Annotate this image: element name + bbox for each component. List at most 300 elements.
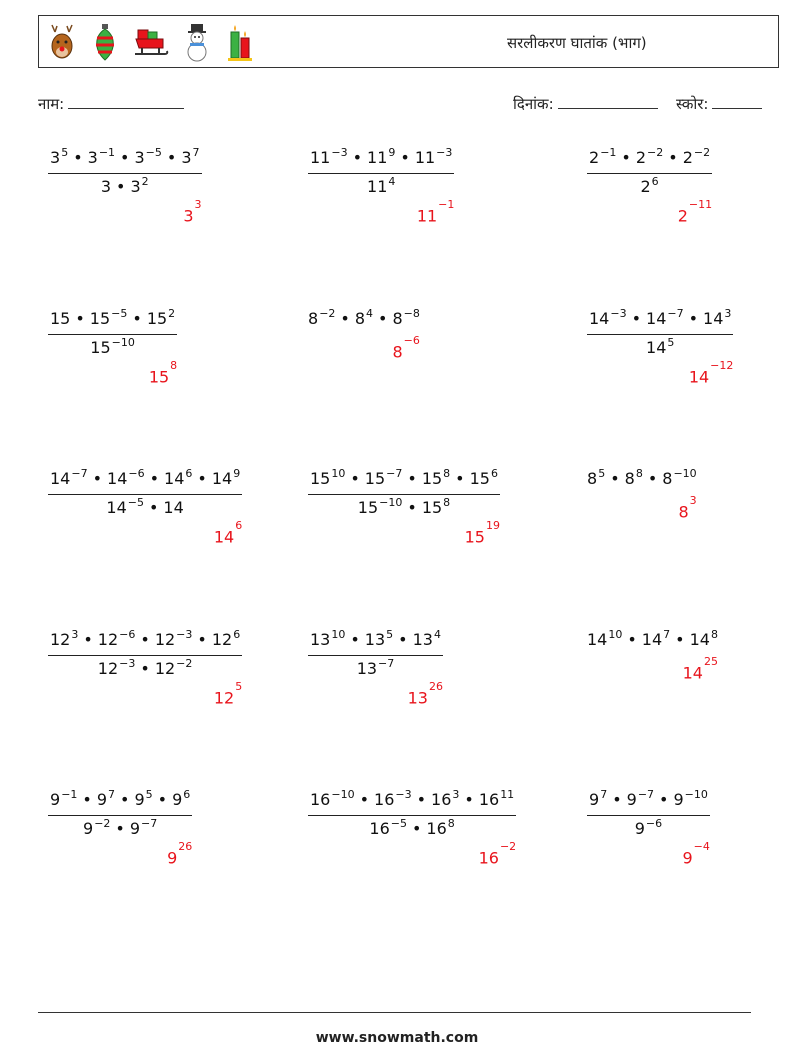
power-term	[589, 790, 607, 809]
term-exponent: −5	[127, 496, 144, 509]
problem-6	[587, 308, 733, 361]
term-exponent: 10	[608, 628, 623, 641]
power-term	[367, 148, 395, 167]
power-term	[625, 469, 643, 488]
answer-exponent: 3	[194, 198, 202, 211]
multiply-dot: •	[75, 309, 85, 328]
term-exponent: 10	[331, 467, 346, 480]
sleigh-icon	[133, 22, 169, 62]
power-term	[587, 469, 605, 488]
power-term	[83, 819, 110, 838]
power-term	[310, 469, 345, 488]
power-term	[98, 659, 136, 678]
term-base: 16	[426, 819, 447, 838]
fraction	[48, 468, 242, 521]
answer-exponent: 3	[689, 494, 697, 507]
answer-exponent: −4	[693, 840, 710, 853]
multiply-dot: •	[197, 469, 207, 488]
power-term	[155, 630, 193, 649]
score-field[interactable]	[676, 94, 762, 114]
multiply-dot: •	[132, 309, 142, 328]
power-term	[107, 469, 145, 488]
answer-exponent: −6	[403, 334, 420, 347]
term-base: 15	[90, 338, 111, 357]
fraction	[48, 789, 192, 842]
term-base: 8	[354, 309, 366, 328]
answer-4	[148, 359, 178, 387]
numerator	[48, 468, 242, 495]
term-exponent: −7	[141, 817, 158, 830]
power-term	[646, 309, 684, 328]
term-base: 14	[50, 469, 71, 488]
term-exponent: −2	[94, 817, 111, 830]
name-label: नाम:	[38, 95, 65, 113]
multiply-dot: •	[140, 630, 150, 649]
term-exponent: −10	[331, 788, 355, 801]
multiply-dot: •	[350, 469, 360, 488]
worksheet-title: सरलीकरण घातांक (भाग)	[507, 34, 647, 52]
denominator	[587, 174, 712, 200]
answer-exponent: −1	[438, 198, 455, 211]
term-base: 9	[134, 790, 145, 809]
power-term	[50, 148, 68, 167]
power-term	[134, 790, 152, 809]
answer-exponent: 8	[170, 359, 178, 372]
multiply-dot: •	[455, 469, 465, 488]
answer-11	[407, 680, 443, 708]
power-term	[106, 498, 144, 517]
term-base: 11	[414, 148, 436, 167]
term-exponent: 6	[490, 467, 498, 480]
multiply-dot: •	[610, 469, 620, 488]
problem-15	[587, 789, 710, 842]
term-exponent: 8	[635, 467, 643, 480]
term-base: 12	[97, 630, 119, 649]
power-term	[164, 469, 192, 488]
term-base: 14	[646, 338, 667, 357]
term-exponent: −7	[667, 307, 684, 320]
term-base: 13	[356, 659, 378, 678]
term-exponent: 7	[192, 146, 200, 159]
power-term	[422, 498, 450, 517]
power-term	[690, 630, 718, 649]
numerator	[48, 789, 192, 816]
term-exponent: 5	[386, 628, 394, 641]
multiply-dot: •	[398, 630, 408, 649]
answer-exponent: 19	[485, 519, 500, 532]
term-exponent: −7	[637, 788, 655, 801]
term-exponent: 8	[710, 628, 718, 641]
power-term	[98, 630, 136, 649]
power-term	[662, 469, 696, 488]
answer-1	[183, 198, 202, 226]
multiply-dot: •	[340, 309, 350, 328]
term-base: 3	[134, 148, 145, 167]
term-exponent: 3	[71, 628, 79, 641]
multiply-dot: •	[115, 819, 125, 838]
term-base: 14	[107, 469, 128, 488]
fraction	[48, 147, 202, 200]
term-exponent: −3	[436, 146, 453, 159]
answer-base: 3	[183, 206, 194, 226]
multiply-dot: •	[612, 790, 622, 809]
power-term	[367, 177, 395, 196]
term-exponent: 2	[168, 307, 176, 320]
power-term	[357, 659, 395, 678]
answer-exponent: 5	[235, 680, 243, 693]
answer-base: 15	[148, 367, 170, 387]
term-exponent: −8	[403, 307, 420, 320]
answer-base: 14	[688, 367, 710, 387]
term-exponent: −3	[395, 788, 412, 801]
problem-9	[587, 468, 697, 492]
date-label: दिनांक:	[513, 95, 554, 113]
problem-1	[48, 147, 202, 200]
power-term	[50, 790, 77, 809]
denominator	[308, 495, 500, 521]
answer-exponent: 26	[428, 680, 443, 693]
multiply-dot: •	[647, 469, 658, 488]
answer-exponent: 6	[235, 519, 243, 532]
term-exponent: 6	[183, 788, 191, 801]
term-base: 11	[367, 148, 388, 167]
problem-4	[48, 308, 177, 361]
term-base: 9	[129, 819, 141, 838]
answer-base: 11	[416, 206, 438, 226]
term-base: 14	[106, 498, 127, 517]
term-exponent: 9	[233, 467, 241, 480]
numerator	[587, 147, 712, 174]
fraction	[308, 789, 516, 842]
answer-9	[678, 494, 697, 522]
term-exponent: −10	[111, 336, 135, 349]
power-term	[97, 790, 115, 809]
multiply-dot: •	[120, 148, 130, 167]
answer-exponent: 26	[178, 840, 193, 853]
term-exponent: 7	[663, 628, 671, 641]
power-term	[310, 630, 345, 649]
term-exponent: 6	[651, 175, 659, 188]
term-base: 8	[587, 469, 598, 488]
power-term	[426, 819, 454, 838]
multiply-dot: •	[120, 790, 130, 809]
denominator	[308, 656, 443, 682]
fraction	[587, 789, 710, 842]
answer-exponent: −11	[688, 198, 713, 211]
fraction	[48, 308, 177, 361]
power-term	[163, 498, 183, 517]
term-base: 2	[589, 148, 600, 167]
answer-base: 8	[392, 342, 403, 362]
problem-7	[48, 468, 242, 521]
name-blank[interactable]	[68, 95, 184, 109]
term-base: 2	[682, 148, 693, 167]
power-term	[470, 469, 498, 488]
multiply-dot: •	[464, 790, 474, 809]
power-term	[422, 469, 450, 488]
term-base: 14	[689, 630, 710, 649]
numerator	[308, 468, 500, 495]
denominator	[48, 174, 202, 200]
term-exponent: −1	[600, 146, 617, 159]
term-exponent: 11	[500, 788, 515, 801]
multiply-dot: •	[407, 498, 417, 517]
fraction	[308, 629, 443, 682]
power-term	[355, 309, 373, 328]
term-exponent: −3	[331, 146, 348, 159]
candles-icon	[225, 22, 255, 62]
term-base: 15	[50, 309, 71, 328]
date-field[interactable]	[513, 94, 658, 114]
answer-exponent: −2	[499, 840, 517, 853]
power-term	[181, 148, 199, 167]
problem-3	[587, 147, 712, 200]
power-term	[589, 148, 616, 167]
term-exponent: 5	[61, 146, 69, 159]
power-term	[50, 630, 78, 649]
term-exponent: −7	[386, 467, 403, 480]
name-field[interactable]	[38, 94, 184, 114]
term-base: 8	[624, 469, 635, 488]
power-term	[172, 790, 190, 809]
problem-14	[308, 789, 516, 842]
denominator	[308, 174, 454, 200]
term-base: 12	[50, 630, 71, 649]
power-term	[673, 790, 707, 809]
term-base: 11	[310, 148, 331, 167]
term-base: 15	[421, 498, 443, 517]
term-base: 11	[367, 177, 388, 196]
term-base: 14	[163, 498, 184, 517]
term-exponent: 6	[185, 467, 193, 480]
multiply-dot: •	[621, 148, 631, 167]
term-exponent: −10	[673, 467, 697, 480]
numerator	[308, 789, 516, 816]
term-base: 15	[364, 469, 386, 488]
term-base: 15	[89, 309, 111, 328]
power-term	[413, 630, 441, 649]
answer-12	[682, 655, 718, 683]
term-base: 9	[83, 819, 94, 838]
score-label: स्कोर:	[676, 95, 709, 113]
answer-base: 14	[213, 527, 235, 547]
power-term	[130, 177, 148, 196]
term-base: 14	[211, 469, 233, 488]
multiply-dot: •	[407, 469, 417, 488]
expression	[308, 308, 420, 332]
denominator	[308, 816, 516, 842]
numerator	[587, 308, 733, 335]
multiply-dot: •	[400, 148, 410, 167]
footer-url: www.snowmath.com	[315, 1030, 479, 1046]
term-base: 14	[587, 630, 608, 649]
answer-13	[167, 840, 193, 868]
term-exponent: −3	[119, 657, 136, 670]
term-base: 3	[87, 148, 98, 167]
numerator	[587, 789, 710, 816]
power-term	[155, 659, 193, 678]
problem-13	[48, 789, 192, 842]
multiply-dot: •	[631, 309, 642, 328]
power-term	[358, 498, 403, 517]
term-base: 2	[635, 148, 647, 167]
term-exponent: 4	[388, 175, 396, 188]
term-exponent: 4	[433, 628, 441, 641]
term-base: 12	[97, 659, 119, 678]
term-base: 8	[392, 309, 403, 328]
term-base: 15	[310, 469, 331, 488]
multiply-dot: •	[675, 630, 685, 649]
power-term	[369, 819, 407, 838]
answer-8	[464, 519, 500, 547]
answer-10	[213, 680, 243, 708]
term-exponent: 7	[600, 788, 608, 801]
term-base: 14	[589, 309, 610, 328]
term-exponent: 8	[443, 467, 451, 480]
denominator	[587, 816, 710, 842]
term-exponent: −3	[176, 628, 193, 641]
power-term	[310, 148, 348, 167]
power-term	[587, 630, 622, 649]
term-base: 9	[96, 790, 108, 809]
answer-base: 16	[478, 848, 499, 868]
term-exponent: 10	[331, 628, 346, 641]
term-base: 9	[50, 790, 61, 809]
power-term	[101, 177, 111, 196]
term-base: 13	[364, 630, 386, 649]
term-exponent: −2	[176, 657, 193, 670]
reindeer-icon	[47, 22, 77, 62]
term-exponent: −5	[145, 146, 162, 159]
power-term	[90, 338, 135, 357]
power-term	[636, 148, 663, 167]
term-exponent: −2	[647, 146, 664, 159]
problem-11	[308, 629, 443, 682]
term-exponent: 6	[233, 628, 241, 641]
expression	[587, 629, 718, 653]
answer-base: 9	[682, 848, 693, 868]
term-exponent: −2	[693, 146, 711, 159]
multiply-dot: •	[92, 469, 103, 488]
term-base: 9	[172, 790, 183, 809]
answer-6	[688, 359, 734, 387]
term-base: 3	[50, 148, 61, 167]
power-term	[479, 790, 514, 809]
term-exponent: 8	[447, 817, 455, 830]
denominator	[48, 656, 242, 682]
term-exponent: 5	[667, 336, 675, 349]
multiply-dot: •	[659, 790, 669, 809]
worksheet-header	[38, 15, 779, 68]
power-term	[88, 148, 115, 167]
power-term	[212, 469, 240, 488]
power-term	[415, 148, 453, 167]
power-term	[431, 790, 459, 809]
answer-3	[677, 198, 713, 226]
numerator	[308, 147, 454, 174]
term-exponent: 8	[443, 496, 451, 509]
term-exponent: 5	[145, 788, 153, 801]
power-term	[640, 177, 658, 196]
power-term	[310, 790, 355, 809]
term-exponent: −6	[119, 628, 136, 641]
term-exponent: −2	[319, 307, 336, 320]
problem-5	[308, 308, 420, 332]
term-base: 15	[357, 498, 379, 517]
expression	[587, 468, 697, 492]
term-base: 3	[130, 177, 141, 196]
power-term	[90, 309, 128, 328]
term-base: 14	[164, 469, 185, 488]
term-base: 16	[478, 790, 500, 809]
term-base: 15	[146, 309, 168, 328]
term-exponent: −7	[71, 467, 88, 480]
multiply-dot: •	[359, 790, 370, 809]
multiply-dot: •	[350, 630, 360, 649]
date-blank[interactable]	[558, 95, 658, 109]
term-base: 13	[412, 630, 433, 649]
term-exponent: −1	[61, 788, 78, 801]
score-blank[interactable]	[712, 95, 762, 109]
power-term	[212, 630, 240, 649]
answer-base: 13	[407, 688, 428, 708]
answer-exponent: 25	[703, 655, 718, 668]
problem-12	[587, 629, 718, 653]
power-term	[703, 309, 731, 328]
term-base: 9	[673, 790, 684, 809]
denominator	[48, 335, 177, 361]
answer-2	[416, 198, 455, 226]
power-term	[365, 630, 393, 649]
answer-7	[213, 519, 243, 547]
term-exponent: 9	[388, 146, 396, 159]
multiply-dot: •	[83, 630, 93, 649]
term-exponent: 4	[366, 307, 374, 320]
answer-base: 2	[677, 206, 688, 226]
answer-base: 15	[464, 527, 485, 547]
power-term	[147, 309, 175, 328]
term-base: 12	[154, 659, 176, 678]
multiply-dot: •	[197, 630, 207, 649]
term-exponent: 2	[141, 175, 149, 188]
term-exponent: −10	[684, 788, 708, 801]
multiply-dot: •	[166, 148, 177, 167]
term-base: 9	[626, 790, 637, 809]
term-exponent: 7	[108, 788, 116, 801]
power-term	[365, 469, 403, 488]
answer-base: 14	[682, 663, 703, 683]
power-term	[134, 148, 161, 167]
footer-divider	[38, 1012, 751, 1013]
answer-base: 9	[167, 848, 178, 868]
power-term	[589, 309, 627, 328]
term-base: 8	[308, 309, 319, 328]
denominator	[587, 335, 733, 361]
ornament-icon	[90, 22, 120, 62]
multiply-dot: •	[157, 790, 168, 809]
term-exponent: −3	[610, 307, 627, 320]
multiply-dot: •	[73, 148, 83, 167]
fraction	[48, 629, 242, 682]
term-exponent: −5	[111, 307, 128, 320]
power-term	[392, 309, 419, 328]
problem-8	[308, 468, 500, 521]
term-base: 8	[662, 469, 673, 488]
multiply-dot: •	[411, 819, 422, 838]
multiply-dot: •	[668, 148, 678, 167]
multiply-dot: •	[148, 498, 159, 517]
term-exponent: −6	[128, 467, 145, 480]
